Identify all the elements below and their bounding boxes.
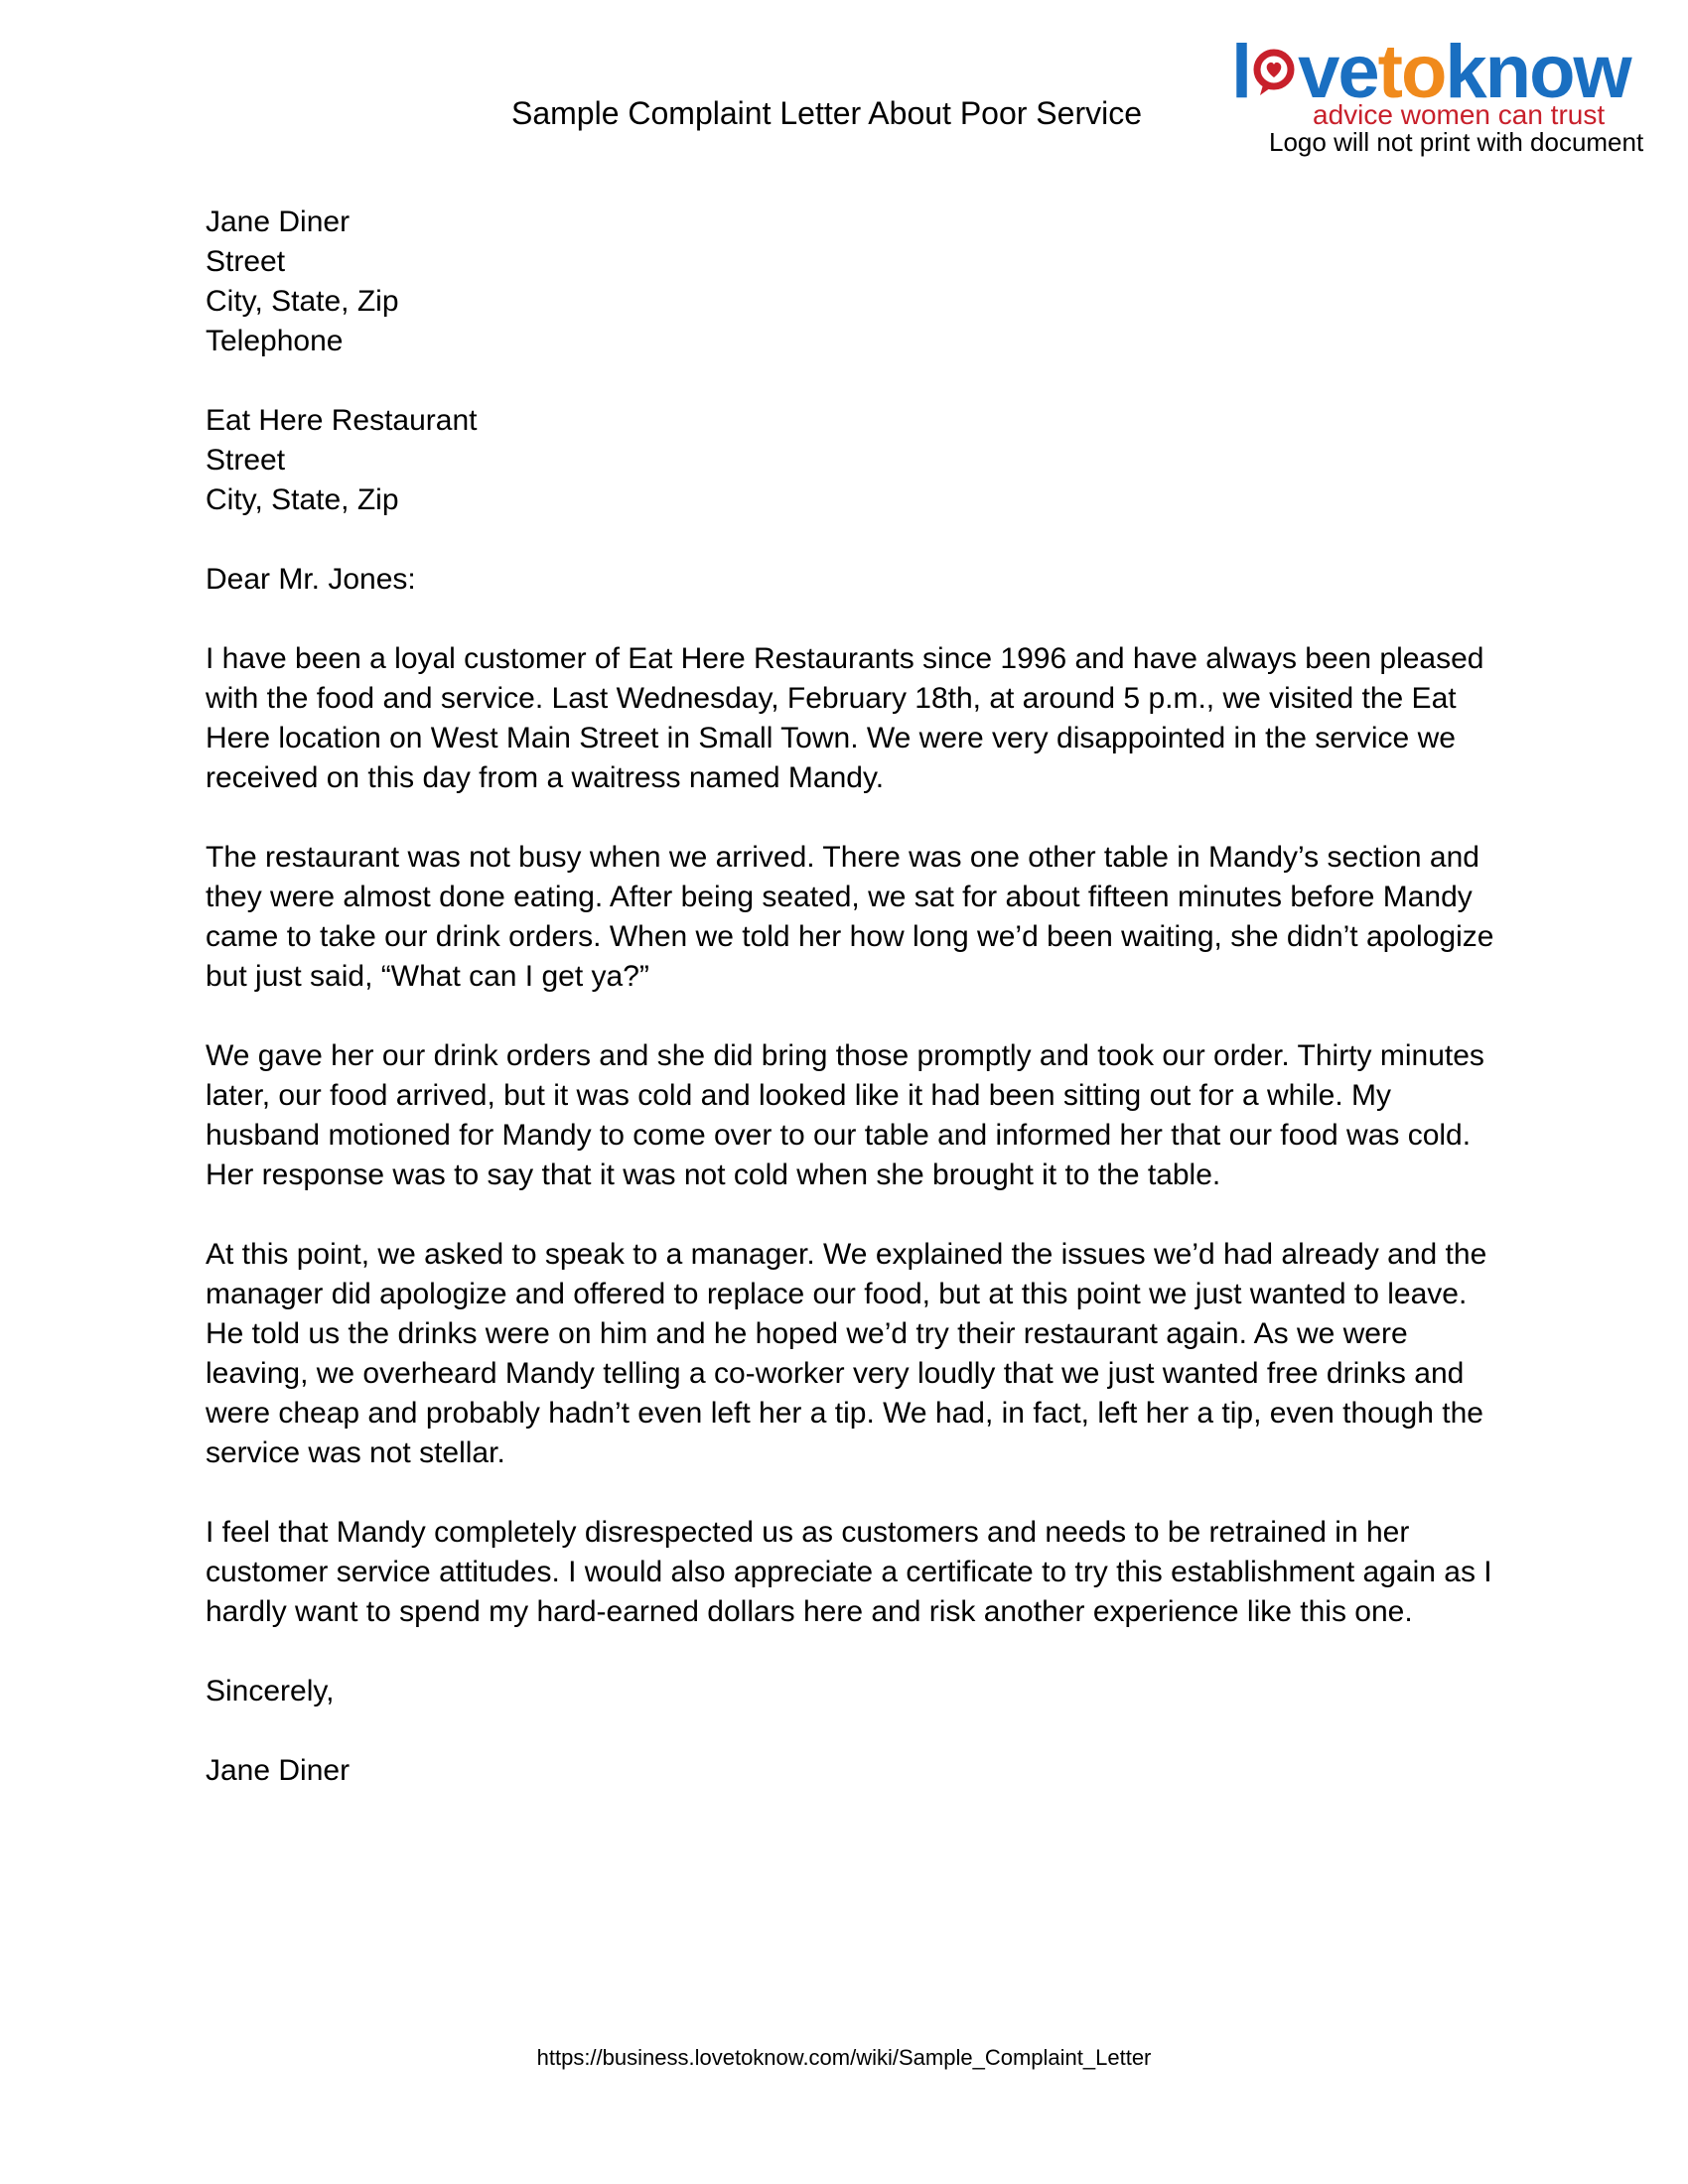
- recipient-street: Street: [206, 444, 286, 477]
- signature: Jane Diner: [206, 1754, 351, 1787]
- recipient-city: City, State, Zip: [206, 483, 399, 516]
- recipient-address: [206, 401, 1496, 520]
- sender-phone: Telephone: [206, 325, 344, 357]
- salutation: Dear Mr. Jones:: [206, 563, 416, 596]
- closing: Sincerely,: [206, 1675, 335, 1707]
- body-paragraph: At this point, we asked to speak to a manager. We explained the issues we’d had already and the manager did apologize and offered to replace our food, but at this point we just wanted to leave. He told us the drinks were on him and he hoped we’d try their restaurant again. As we were leaving, we overheard Mandy telling a co-worker very loudly that we just wanted free drinks and were cheap and probably hadn’t even left her a tip. We had, in fact, left her a tip, even though the service was not stellar.: [206, 1238, 1487, 1469]
- lovetoknow-logo: [1231, 28, 1668, 157]
- body-paragraph: I feel that Mandy completely disrespected us as customers and needs to be retrained in her customer service attitudes. I would also appreciate a certificate to try this establishment again as I hardly want to spend my hard-earned dollars here and risk another experience like this one.: [206, 1516, 1492, 1628]
- logo-print-note: Logo will not print with document: [1269, 127, 1644, 157]
- letter-body: [206, 203, 1496, 1831]
- sender-address: [206, 203, 1496, 361]
- sender-city: City, State, Zip: [206, 285, 399, 318]
- body-paragraph: The restaurant was not busy when we arrived. There was one other table in Mandy’s section and they were almost done eating. After being seated, we sat for about fifteen minutes before Mandy came to take our drink orders. When we told her how long we’d been waiting, she didn’t apologize but just said, “What can I get ya?”: [206, 841, 1494, 993]
- heart-speech-bubble-icon: [1252, 30, 1296, 81]
- recipient-name: Eat Here Restaurant: [206, 404, 478, 437]
- body-paragraph: We gave her our drink orders and she did bring those promptly and took our order. Thirty minutes later, our food arrived, but it was cold and looked like it had been sitting out for a while. My husband motioned for Mandy to come over to our table and informed her that our food was cold. Her response was to say that it was not cold when she brought it to the table.: [206, 1039, 1484, 1191]
- sender-name: Jane Diner: [206, 205, 351, 238]
- logo-tagline: advice women can trust: [1313, 99, 1606, 130]
- footer-url: https://business.lovetoknow.com/wiki/Sample_Complaint_Letter: [536, 2045, 1152, 2070]
- sender-street: Street: [206, 245, 286, 278]
- body-paragraph: I have been a loyal customer of Eat Here Restaurants since 1996 and have always been pleased with the food and service. Last Wednesday, February 18th, at around 5 p.m., we visited the Eat Here location on West Main Street in Small Town. We were very disappointed in the service we received on this day from a waitress named Mandy.: [206, 642, 1484, 794]
- document-title: Sample Complaint Letter About Poor Service: [511, 95, 1142, 131]
- logo-wordmark: l vetoknow: [1231, 30, 1630, 114]
